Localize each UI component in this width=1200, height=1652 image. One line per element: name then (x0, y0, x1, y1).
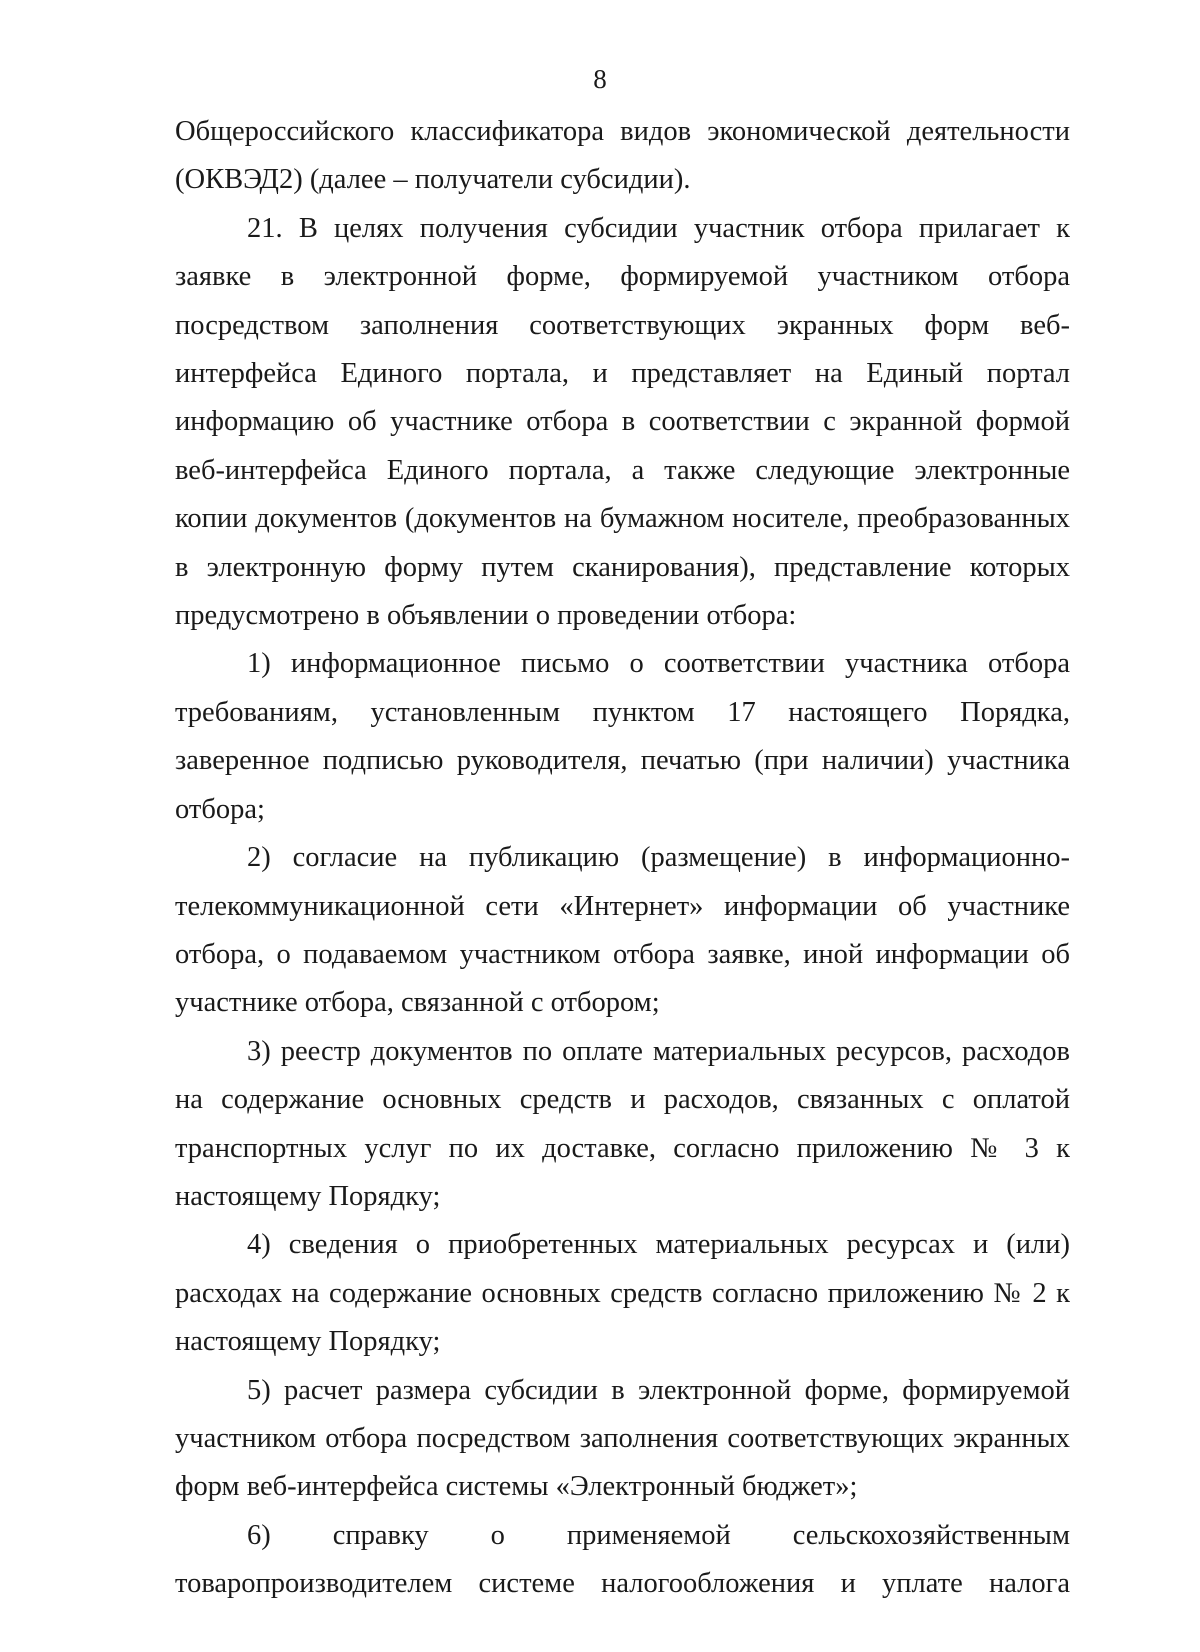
paragraph-item-21: 21. В целях получения субсидии участник отбора прилагает к заявке в электронной форме, формируемой участником отбора посредством заполнения соответствующих экранных форм веб-интерфейса Единого портала, и представляет на Единый портал информацию об участнике отбора в соответствии с экранной формой веб-интерфейса Единого портала, а также следующие электронные копии документов (документов на бумажном носителе, преобразованных в электронную форму путем сканирования), представление которых предусмотрено в объявлении о проведении отбора: (175, 212, 1070, 632)
paragraph-continuation: Общероссийского классификатора видов экономической деятельности (ОКВЭД2) (далее – получатели субсидии). (175, 116, 1070, 196)
paragraph-subitem-4: 4) сведения о приобретенных материальных ресурсах и (или) расходах на содержание основных средств согласно приложению № 2 к настоящему Порядку; (175, 1229, 1070, 1358)
paragraph-subitem-5: 5) расчет размера субсидии в электронной форме, формируемой участником отбора посредством заполнения соответствующих экранных форм веб-интерфейса системы «Электронный бюджет»; (175, 1374, 1070, 1503)
page-number: 8 (593, 64, 607, 94)
paragraph-subitem-2: 2) согласие на публикацию (размещение) в информационно-телекоммуникационной сети «Интернет» информации об участнике отбора, о подаваемом участником отбора заявке, иной информации об участнике отбора, связанной с отбором; (175, 842, 1070, 1019)
paragraph-subitem-3: 3) реестр документов по оплате материальных ресурсов, расходов на содержание основных средств и расходов, связанных с оплатой транспортных услуг по их доставке, согласно приложению № 3 к настоящему Порядку; (175, 1035, 1070, 1212)
document-body (175, 108, 1070, 1609)
paragraph-subitem-6: 6) справку о применяемой сельскохозяйственным товаропроизводителем системе налогообложения и уплате налога (175, 1519, 1070, 1600)
paragraph-subitem-1: 1) информационное письмо о соответствии участника отбора требованиям, установленным пунктом 17 настоящего Порядка, заверенное подписью руководителя, печатью (при наличии) участника отбора; (175, 648, 1070, 825)
